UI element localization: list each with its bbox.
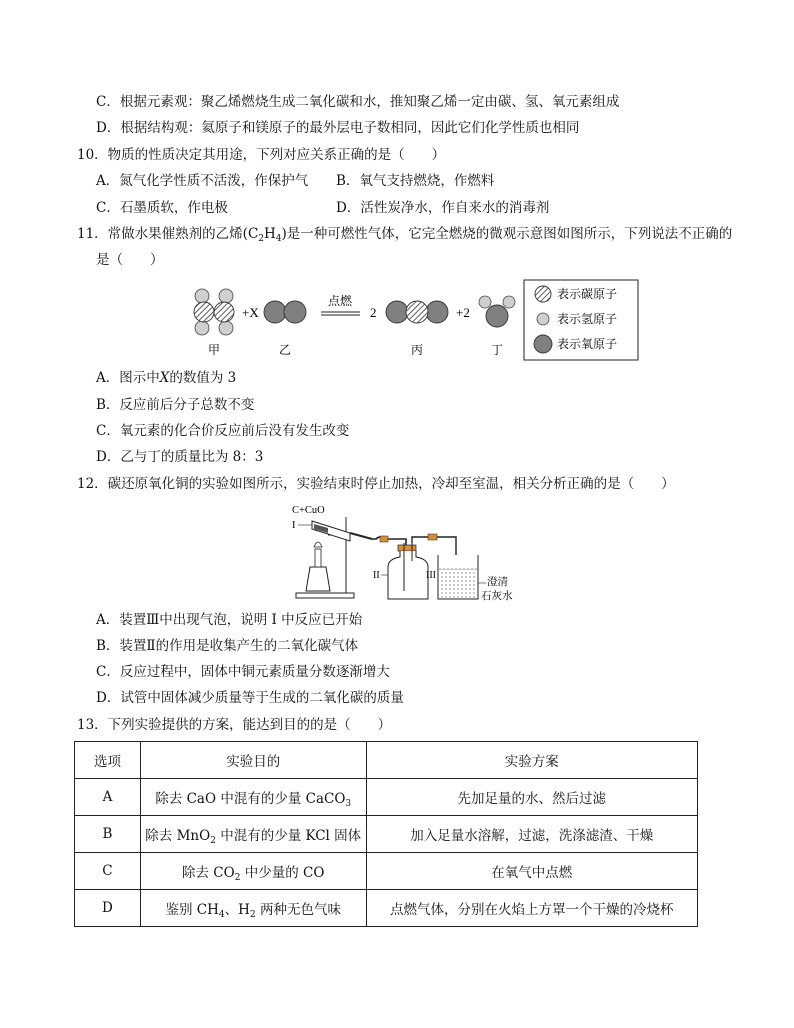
oxygen-atom-icon	[534, 335, 552, 353]
q11-option-a: A．图示中X的数值为 3	[96, 370, 237, 386]
q12-option-b: B．装置Ⅱ的作用是收集产生的二氧化碳气体	[96, 638, 359, 654]
q12-option-c: C．反应过程中，固体中铜元素质量分数逐渐增大	[96, 664, 390, 680]
beaker-iii	[438, 555, 478, 599]
row-option: D	[75, 890, 141, 927]
combustion-micro-diagram	[188, 280, 643, 360]
header-plan: 实验方案	[366, 742, 697, 779]
row-plan: 点燃气体，分别在火焰上方罩一个干燥的冷烧杯	[366, 890, 697, 927]
plus-2-label: +2	[456, 305, 470, 320]
table-row	[75, 853, 698, 890]
header-goal: 实验目的	[140, 742, 366, 779]
row-goal: 除去 CaO 中混有的少量 CaCO$_3$	[140, 779, 366, 816]
row-goal: 鉴别 $CH_4$、$H_2$ 两种无色气味	[140, 890, 366, 927]
row-goal: 除去 $CO_2$ 中少量的 CO	[140, 853, 366, 890]
hydrogen-atom-icon	[537, 313, 549, 325]
q10-option-a: A．氮气化学性质不活泼，作保护气	[96, 173, 309, 189]
q12-option-a: A．装置Ⅲ中出现气泡，说明 I 中反应已开始	[96, 612, 363, 628]
q10-option-b: B．氧气支持燃烧，作燃料	[336, 173, 495, 189]
plus-x-label: +X	[242, 305, 259, 320]
label-bing: 丙	[410, 343, 424, 357]
ignite-condition: 点燃	[327, 294, 353, 308]
q11-option-c: C．氧元素的化合价反应前后没有发生改变	[96, 423, 350, 439]
carbon-reduction-apparatus	[288, 503, 513, 603]
apparatus-label-3: III	[426, 570, 436, 581]
row-goal: 除去 MnO$_2$ 中混有的少量 KCl 固体	[140, 816, 366, 853]
bottle-ii	[388, 543, 428, 599]
alcohol-lamp	[306, 542, 330, 591]
table-row	[75, 816, 698, 853]
row-plan: 在氧气中点燃	[366, 853, 697, 890]
oxygen-molecule	[264, 301, 306, 323]
q11-stem: 11．常做水果催熟剂的乙烯$(C_2H_4)$是一种可燃性气体，它完全燃烧的微观示意图如图所示，下列说法不正确的	[77, 226, 733, 244]
legend-hydrogen: 表示氢原子	[557, 312, 618, 326]
row-option: B	[75, 816, 141, 853]
q11-stem-cont: 是（ ）	[96, 252, 164, 268]
rubber-joint-1	[380, 536, 388, 542]
row-plan: 先加足量的水、然后过滤	[366, 779, 697, 816]
apparatus-label-1: I	[292, 520, 296, 531]
delivery-tube-1	[372, 537, 406, 545]
q12-option-d: D．试管中固体减少质量等于生成的二氧化碳的质量	[96, 690, 404, 706]
reagent-label: C+CuO	[292, 505, 325, 516]
carbon-dioxide-molecule	[386, 301, 448, 323]
coefficient-2: 2	[370, 305, 377, 320]
q9-option-d: D．根据结构观：氦原子和镁原子的最外层电子数相同，因此它们化学性质也相同	[96, 120, 580, 136]
row-option: A	[75, 779, 141, 816]
q9-option-c: C．根据元素观：聚乙烯燃烧生成二氧化碳和水，推知聚乙烯一定由碳、氢、氧元素组成	[96, 94, 620, 110]
legend-oxygen: 表示氧原子	[557, 337, 618, 351]
q11-option-d: D．乙与丁的质量比为 8：3	[96, 449, 264, 465]
apparatus-label-2: II	[373, 570, 380, 581]
q13-stem: 13．下列实验提供的方案，能达到目的的是（ ）	[77, 717, 392, 733]
q11-option-b: B．反应前后分子总数不变	[96, 397, 255, 413]
label-jia: 甲	[207, 343, 221, 357]
test-tube	[312, 521, 372, 541]
table-row	[75, 779, 698, 816]
q13-table	[74, 741, 698, 927]
legend-carbon: 表示碳原子	[557, 287, 618, 301]
carbon-atom-icon	[535, 286, 551, 302]
table-header-row	[75, 742, 698, 779]
q10-option-c: C．石墨质软，作电极	[96, 200, 228, 216]
rubber-joint-2	[428, 534, 437, 540]
q10-option-d: D．活性炭净水，作自来水的消毒剂	[336, 200, 550, 216]
table-row	[75, 890, 698, 927]
row-plan: 加入足量水溶解，过滤，洗涤滤渣、干燥	[366, 816, 697, 853]
q10-stem: 10．物质的性质决定其用途，下列对应关系正确的是（ ）	[77, 147, 446, 163]
label-ding: 丁	[490, 343, 504, 357]
header-option: 选项	[75, 742, 141, 779]
limewater-label-1: 澄清	[487, 576, 508, 588]
water-molecule	[479, 296, 515, 327]
row-option: C	[75, 853, 141, 890]
limewater-label-2: 石灰水	[481, 590, 513, 602]
label-yi: 乙	[278, 343, 292, 357]
q12-stem: 12．碳还原氧化铜的实验如图所示，实验结束时停止加热，冷却至室温，相关分析正确的是（ ）	[77, 476, 675, 492]
ethylene-molecule	[194, 289, 234, 335]
